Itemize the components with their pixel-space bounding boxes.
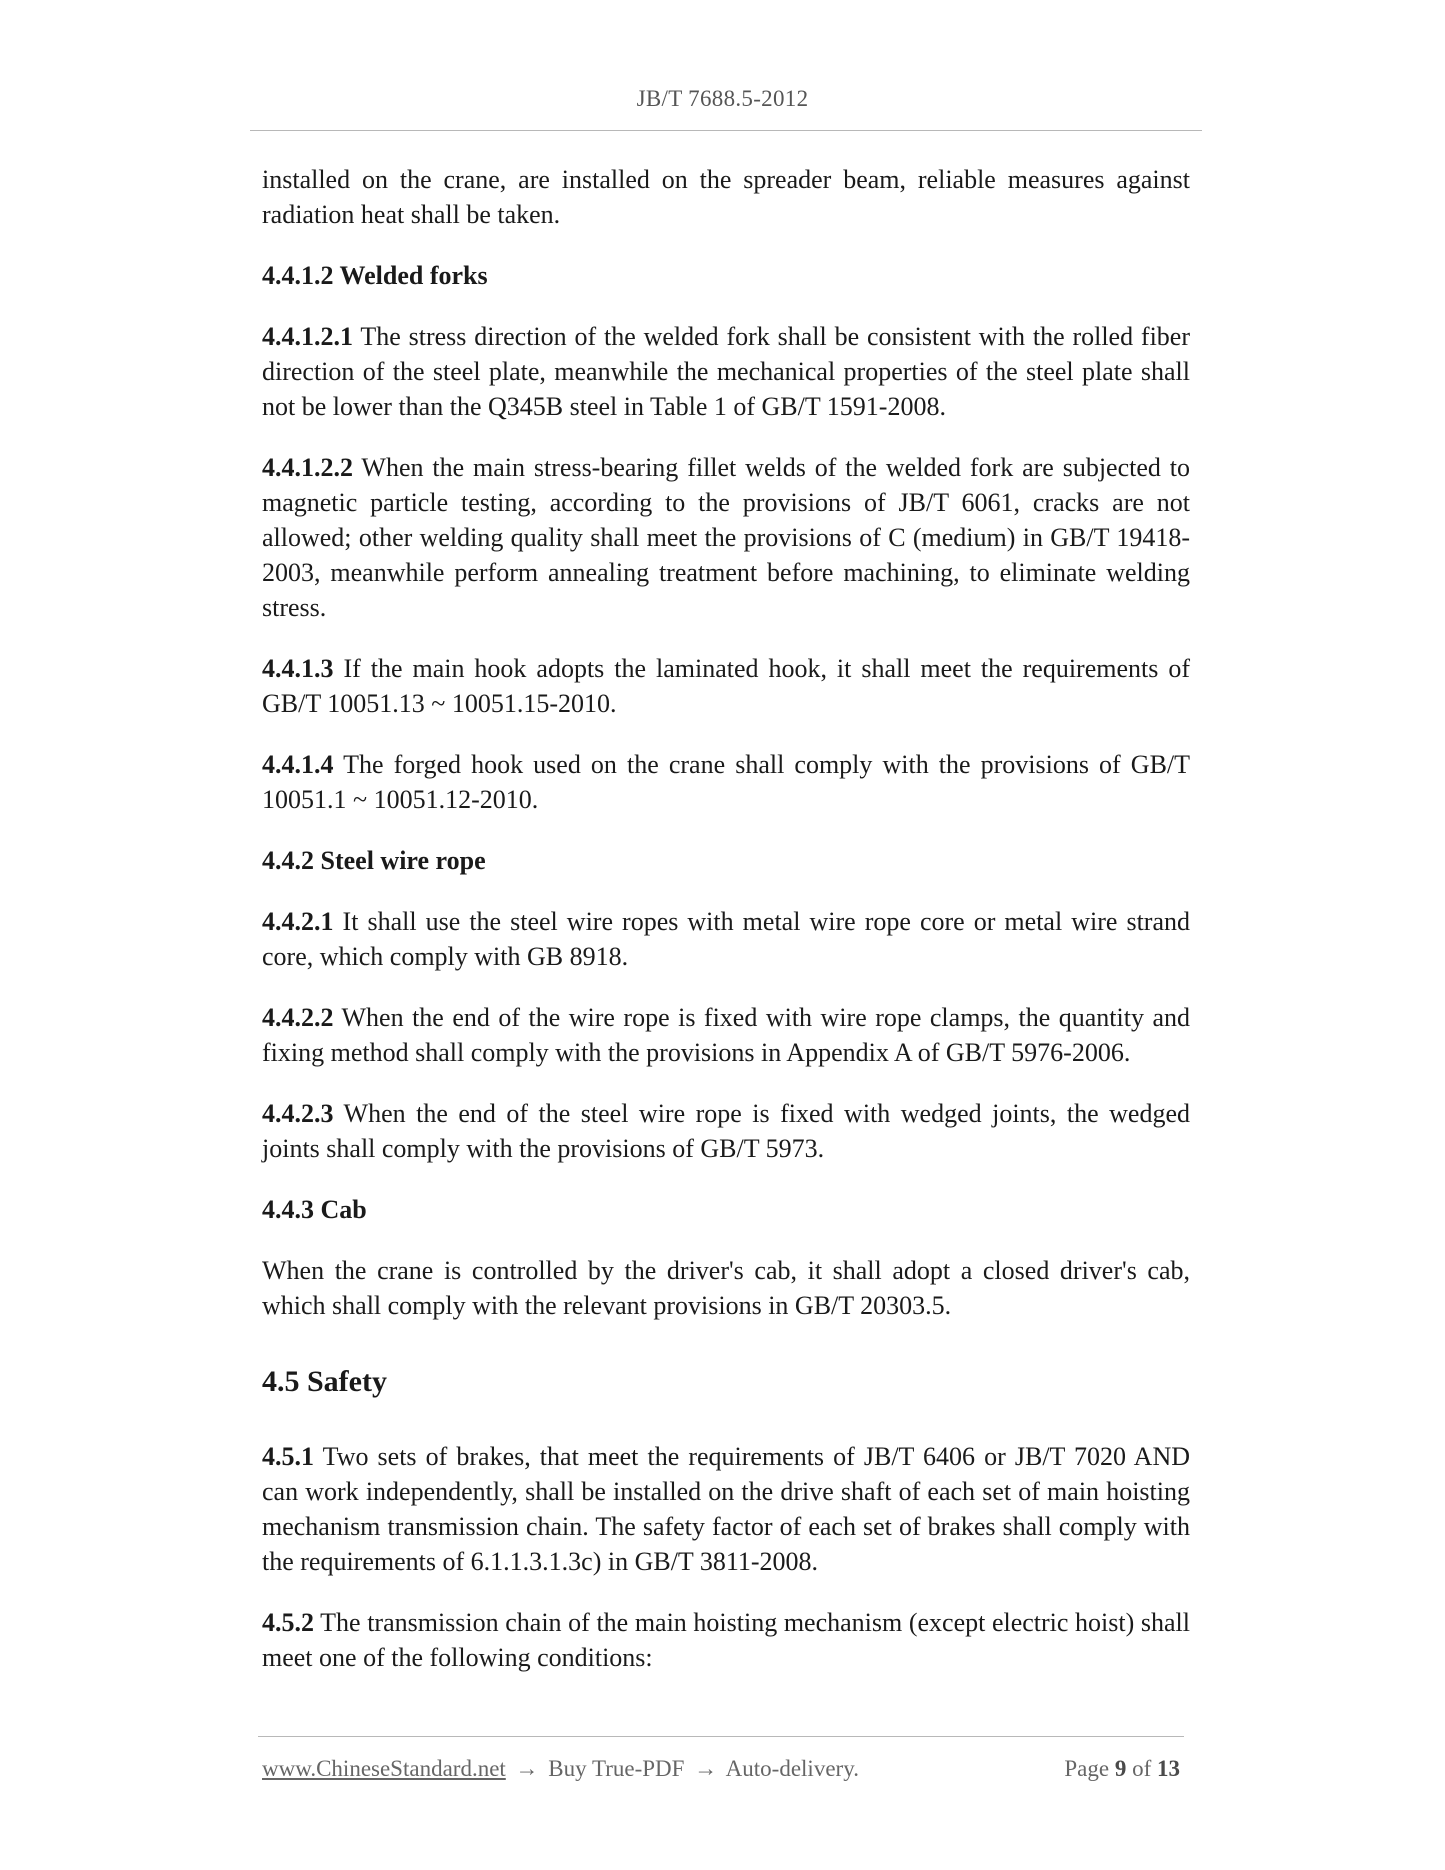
- clause-number: 4.4.2.2: [262, 1003, 334, 1032]
- clause-text: The stress direction of the welded fork shall be consistent with the rolled fiber direction of the steel plate, meanwhile the mechanical properties of the steel plate shall not be lower than the Q345B steel in Table 1 of GB/T 1591-2008.: [262, 322, 1190, 421]
- clause-number: 4.4.2.1: [262, 907, 334, 936]
- paragraph-4414: [262, 747, 1190, 817]
- clause-text: If the main hook adopts the laminated hook, it shall meet the requirements of GB/T 10051.13 ~ 10051.15-2010.: [262, 654, 1190, 718]
- page-header-doc-id: JB/T 7688.5-2012: [636, 86, 809, 111]
- clause-number: 4.4.1.4: [262, 750, 334, 779]
- page-total: 13: [1157, 1756, 1180, 1781]
- clause-number: 4.4.1.2.2: [262, 453, 353, 482]
- heading-443: 4.4.3 Cab: [262, 1195, 367, 1224]
- page-current: 9: [1114, 1756, 1127, 1781]
- arrow-right-icon: →: [694, 1756, 718, 1781]
- clause-number: 4.5.1: [262, 1442, 314, 1471]
- heading-442: 4.4.2 Steel wire rope: [262, 846, 486, 875]
- auto-delivery-text: Auto-delivery.: [725, 1756, 859, 1781]
- heading-4412: 4.4.1.2 Welded forks: [262, 261, 488, 290]
- buy-pdf-text: Buy True-PDF: [548, 1756, 685, 1781]
- footer-promo: [262, 1756, 859, 1782]
- paragraph-44122: [262, 450, 1190, 625]
- clause-number: 4.4.1.2.1: [262, 322, 353, 351]
- heading-45-safety: 4.5 Safety: [262, 1365, 387, 1398]
- paragraph-4413: [262, 651, 1190, 721]
- site-link[interactable]: www.ChineseStandard.net: [262, 1756, 506, 1781]
- clause-number: 4.4.2.3: [262, 1099, 334, 1128]
- footer-divider: [258, 1736, 1184, 1737]
- clause-text: Two sets of brakes, that meet the requirements of JB/T 6406 or JB/T 7020 AND can work independently, shall be installed on the drive shaft of each set of main hoisting mechanism transmission chain. The safety factor of each set of brakes shall comply with the requirements of 6.1.1.3.1.3c) in GB/T 3811-2008.: [262, 1442, 1191, 1576]
- of-label: of: [1132, 1756, 1152, 1781]
- paragraph-4421: [262, 904, 1190, 974]
- paragraph-4423: [262, 1096, 1190, 1166]
- clause-text: When the end of the steel wire rope is fixed with wedged joints, the wedged joints shall comply with the provisions of GB/T 5973.: [262, 1099, 1191, 1163]
- clause-text: The transmission chain of the main hoisting mechanism (except electric hoist) shall meet one of the following conditions:: [262, 1608, 1191, 1672]
- clause-number: 4.4.1.3: [262, 654, 334, 683]
- paragraph-443: When the crane is controlled by the driver's cab, it shall adopt a closed driver's cab, which shall comply with the relevant provisions in GB/T 20303.5.: [262, 1256, 1190, 1320]
- page-label: Page: [1064, 1756, 1110, 1781]
- paragraph-44121: [262, 319, 1190, 424]
- paragraph-continuation: installed on the crane, are installed on the spreader beam, reliable measures against radiation heat shall be taken.: [262, 165, 1190, 229]
- clause-text: The forged hook used on the crane shall comply with the provisions of GB/T 10051.1 ~ 10051.12-2010.: [262, 750, 1191, 814]
- page-counter: [1064, 1756, 1180, 1782]
- arrow-right-icon: →: [515, 1756, 539, 1781]
- header-divider: [250, 130, 1202, 131]
- paragraph-452: [262, 1605, 1190, 1675]
- clause-text: When the main stress-bearing fillet welds of the welded fork are subjected to magnetic particle testing, according to the provisions of JB/T 6061, cracks are not allowed; other welding quality shall meet the provisions of C (medium) in GB/T 19418-2003, meanwhile perform annealing treatment before machining, to eliminate welding stress.: [262, 453, 1190, 622]
- clause-text: It shall use the steel wire ropes with metal wire rope core or metal wire strand core, which comply with GB 8918.: [262, 907, 1191, 971]
- document-body: [262, 162, 1190, 1701]
- paragraph-451: [262, 1439, 1190, 1579]
- clause-text: When the end of the wire rope is fixed with wire rope clamps, the quantity and fixing method shall comply with the provisions in Appendix A of GB/T 5976-2006.: [262, 1003, 1190, 1067]
- paragraph-4422: [262, 1000, 1190, 1070]
- clause-number: 4.5.2: [262, 1608, 314, 1637]
